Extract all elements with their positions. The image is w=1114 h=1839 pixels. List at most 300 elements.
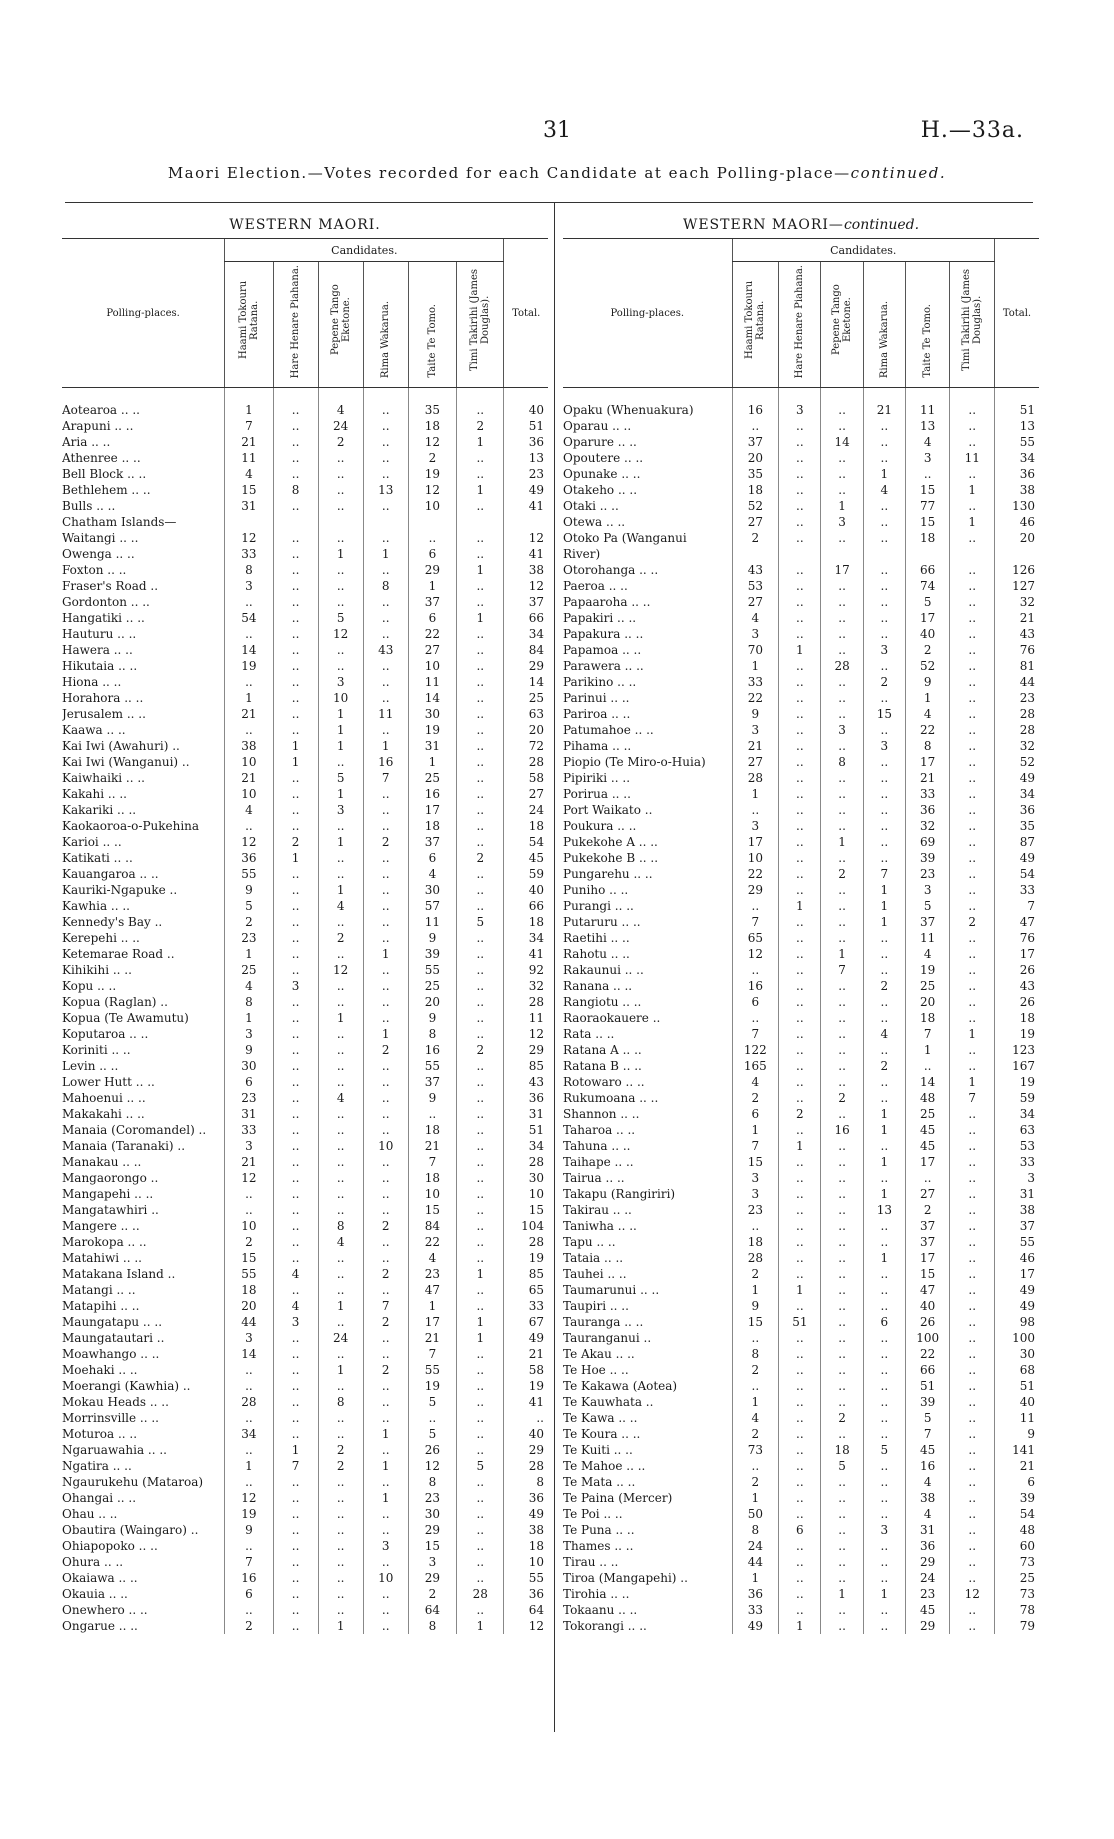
vote-count: ..: [732, 962, 779, 978]
vote-count: 18: [732, 1234, 779, 1250]
vote-count: 6: [732, 994, 779, 1010]
polling-place: Otorohanga .. ..: [563, 563, 659, 577]
vote-count: ..: [779, 578, 821, 594]
vote-count: ..: [457, 1298, 504, 1314]
vote-count: ..: [821, 770, 863, 786]
vote-count: ..: [950, 1170, 995, 1186]
vote-count: 2: [363, 1266, 408, 1282]
candidate-header: [225, 262, 273, 388]
vote-count: ..: [225, 1538, 273, 1554]
table-row: [563, 1458, 1039, 1474]
vote-count: ..: [273, 1074, 318, 1090]
total-votes: 21: [994, 1458, 1039, 1474]
vote-count: ..: [363, 1410, 408, 1426]
vote-count: ..: [950, 754, 995, 770]
vote-count: ..: [779, 418, 821, 434]
polling-place: Poukura .. ..: [563, 819, 637, 833]
vote-count: ..: [950, 866, 995, 882]
polling-place: Te Kuiti .. ..: [563, 1443, 633, 1457]
vote-count: ..: [363, 818, 408, 834]
vote-count: ..: [821, 1186, 863, 1202]
table-row: [62, 1074, 548, 1090]
vote-count: ..: [363, 866, 408, 882]
vote-count: ..: [273, 1586, 318, 1602]
vote-count: 55: [408, 962, 456, 978]
vote-count: ..: [273, 1250, 318, 1266]
vote-count: 4: [225, 978, 273, 994]
vote-count: ..: [821, 1026, 863, 1042]
vote-count: ..: [779, 1058, 821, 1074]
polling-place: Moerangi (Kawhia) ..: [62, 1379, 191, 1393]
vote-count: ..: [863, 450, 905, 466]
vote-count: ..: [732, 1218, 779, 1234]
vote-count: ..: [779, 1218, 821, 1234]
vote-count: 27: [408, 642, 456, 658]
vote-count: 10: [225, 786, 273, 802]
vote-count: 1: [318, 546, 363, 562]
total-votes: 46: [994, 1250, 1039, 1266]
vote-count: 84: [408, 1218, 456, 1234]
total-votes: 14: [504, 674, 548, 690]
vote-count: 9: [225, 1522, 273, 1538]
vote-count: ..: [408, 530, 456, 546]
vote-count: 3: [905, 882, 949, 898]
vote-count: 13: [363, 482, 408, 498]
vote-count: ..: [363, 1250, 408, 1266]
total-votes: 18: [504, 914, 548, 930]
vote-count: 17: [905, 1154, 949, 1170]
vote-count: [863, 546, 905, 562]
vote-count: 33: [905, 786, 949, 802]
vote-count: ..: [318, 1314, 363, 1330]
total-votes: 53: [994, 1138, 1039, 1154]
vote-count: 55: [225, 1266, 273, 1282]
vote-count: 1: [732, 658, 779, 674]
vote-count: ..: [363, 466, 408, 482]
vote-count: ..: [273, 498, 318, 514]
vote-count: 2: [779, 1106, 821, 1122]
vote-count: 1: [950, 514, 995, 530]
vote-count: 10: [363, 1570, 408, 1586]
vote-count: ..: [779, 1458, 821, 1474]
vote-count: ..: [457, 1490, 504, 1506]
vote-count: ..: [863, 578, 905, 594]
table-row: [563, 1426, 1039, 1442]
vote-count: 25: [905, 1106, 949, 1122]
vote-count: 2: [732, 1090, 779, 1106]
vote-count: ..: [363, 1154, 408, 1170]
candidates-header: Candidates.: [225, 239, 504, 262]
vote-count: 5: [318, 770, 363, 786]
polling-place: Ohangai .. ..: [62, 1491, 137, 1505]
vote-count: 10: [225, 1218, 273, 1234]
vote-count: ..: [363, 1442, 408, 1458]
vote-count: ..: [863, 1458, 905, 1474]
vote-count: ..: [863, 1298, 905, 1314]
polling-place: Te Puna .. ..: [563, 1523, 635, 1537]
vote-count: ..: [821, 706, 863, 722]
vote-count: 31: [225, 1106, 273, 1122]
polling-place: Tokorangi .. ..: [563, 1619, 647, 1633]
total-votes: 38: [994, 482, 1039, 498]
vote-count: 28: [732, 770, 779, 786]
vote-count: 7: [732, 914, 779, 930]
vote-count: ..: [779, 1570, 821, 1586]
vote-count: ..: [821, 1346, 863, 1362]
table-row: [563, 1570, 1039, 1586]
candidate-name: Timi Takirihi (James Douglas).: [961, 268, 984, 372]
table-row: [563, 1058, 1039, 1074]
vote-count: ..: [318, 1186, 363, 1202]
vote-count: [779, 546, 821, 562]
vote-count: ..: [225, 1362, 273, 1378]
vote-count: ..: [950, 882, 995, 898]
vote-count: 1: [863, 1106, 905, 1122]
vote-count: ..: [950, 1570, 995, 1586]
vote-count: ..: [457, 706, 504, 722]
vote-count: ..: [273, 530, 318, 546]
polling-place: Otewa .. ..: [563, 515, 626, 529]
vote-count: 5: [457, 1458, 504, 1474]
vote-count: 39: [408, 946, 456, 962]
vote-count: ..: [950, 1218, 995, 1234]
vote-count: ..: [821, 1106, 863, 1122]
vote-count: 4: [318, 1234, 363, 1250]
vote-count: ..: [821, 1362, 863, 1378]
vote-count: ..: [779, 1202, 821, 1218]
vote-count: 7: [905, 1426, 949, 1442]
table-row: [62, 1042, 548, 1058]
total-votes: 72: [504, 738, 548, 754]
polling-place: Tapu .. ..: [563, 1235, 616, 1249]
vote-count: ..: [457, 1090, 504, 1106]
table-row: [62, 1106, 548, 1122]
vote-count: 1: [273, 754, 318, 770]
vote-count: ..: [779, 962, 821, 978]
vote-count: 16: [408, 786, 456, 802]
vote-count: 7: [363, 1298, 408, 1314]
vote-count: 73: [732, 1442, 779, 1458]
table-row: [563, 882, 1039, 898]
table-row: [563, 1346, 1039, 1362]
candidate-name: Hare Henare Piahana.: [290, 264, 302, 378]
total-votes: 36: [504, 1490, 548, 1506]
vote-count: ..: [318, 1074, 363, 1090]
vote-count: 65: [732, 930, 779, 946]
page-number: 31: [543, 118, 571, 143]
vote-count: ..: [863, 930, 905, 946]
polling-place: Moawhango .. ..: [62, 1347, 160, 1361]
total-votes: 24: [504, 802, 548, 818]
total-votes: 126: [994, 562, 1039, 578]
vote-count: ..: [950, 1602, 995, 1618]
vote-count: 5: [821, 1458, 863, 1474]
vote-count: ..: [821, 1378, 863, 1394]
vote-count: 15: [225, 1250, 273, 1266]
vote-count: ..: [905, 1058, 949, 1074]
total-votes: 51: [994, 388, 1039, 419]
vote-count: ..: [950, 978, 995, 994]
vote-count: ..: [779, 1122, 821, 1138]
vote-count: ..: [318, 1058, 363, 1074]
vote-count: ..: [821, 1154, 863, 1170]
table-row: [62, 1154, 548, 1170]
vote-count: ..: [318, 1266, 363, 1282]
vote-count: ..: [363, 930, 408, 946]
vote-count: 8: [363, 578, 408, 594]
vote-count: 9: [732, 706, 779, 722]
polling-place: Parawera .. ..: [563, 659, 644, 673]
vote-count: 36: [225, 850, 273, 866]
total-votes: 28: [994, 706, 1039, 722]
candidate-name: Taite Te Tomo.: [426, 304, 438, 378]
vote-count: 19: [225, 658, 273, 674]
table-row: [563, 450, 1039, 466]
vote-count: [821, 546, 863, 562]
table-row: [563, 978, 1039, 994]
vote-count: 5: [457, 914, 504, 930]
vote-count: 18: [408, 1170, 456, 1186]
table-row: [563, 818, 1039, 834]
vote-count: 6: [225, 1586, 273, 1602]
vote-count: 1: [779, 1618, 821, 1634]
total-votes: 85: [504, 1266, 548, 1282]
table-row: [563, 1602, 1039, 1618]
vote-count: ..: [821, 1042, 863, 1058]
vote-count: 8: [408, 1618, 456, 1634]
polling-place: Katikati .. ..: [62, 851, 133, 865]
vote-count: ..: [779, 754, 821, 770]
vote-count: 39: [905, 1394, 949, 1410]
vote-count: ..: [950, 1058, 995, 1074]
vote-count: 11: [408, 674, 456, 690]
vote-count: ..: [363, 1058, 408, 1074]
polling-place: Patumahoe .. ..: [563, 723, 654, 737]
vote-count: 11: [363, 706, 408, 722]
vote-count: 57: [408, 898, 456, 914]
vote-count: 3: [821, 514, 863, 530]
vote-count: 18: [732, 482, 779, 498]
vote-count: 3: [225, 1330, 273, 1346]
table-row: [563, 946, 1039, 962]
vote-count: 1: [821, 498, 863, 514]
polling-place: Takirau .. ..: [563, 1203, 632, 1217]
vote-count: 26: [905, 1314, 949, 1330]
table-row: [62, 1218, 548, 1234]
vote-count: ..: [457, 594, 504, 610]
vote-count: 50: [732, 1506, 779, 1522]
vote-count: ..: [457, 1074, 504, 1090]
vote-count: 5: [318, 610, 363, 626]
polling-place: Taniwha .. ..: [563, 1219, 637, 1233]
polling-place: Papaaroha .. ..: [563, 595, 651, 609]
vote-count: ..: [950, 388, 995, 419]
vote-count: 11: [225, 450, 273, 466]
vote-count: 66: [905, 1362, 949, 1378]
vote-count: ..: [863, 722, 905, 738]
vote-count: ..: [779, 1554, 821, 1570]
vote-count: ..: [457, 498, 504, 514]
vote-count: ..: [318, 1586, 363, 1602]
total-header: Total.: [994, 239, 1039, 388]
vote-count: 15: [905, 1266, 949, 1282]
vote-count: ..: [225, 1410, 273, 1426]
vote-count: 1: [950, 1026, 995, 1042]
total-votes: 55: [994, 434, 1039, 450]
vote-count: ..: [779, 786, 821, 802]
vote-count: 2: [318, 1442, 363, 1458]
vote-count: ..: [779, 1154, 821, 1170]
vote-count: 18: [225, 1282, 273, 1298]
vote-count: ..: [950, 642, 995, 658]
vote-count: ..: [363, 962, 408, 978]
total-votes: 49: [994, 1282, 1039, 1298]
polling-place: Arapuni .. ..: [62, 419, 134, 433]
vote-count: ..: [821, 994, 863, 1010]
vote-count: 4: [905, 434, 949, 450]
total-votes: 38: [504, 562, 548, 578]
table-row: [62, 626, 548, 642]
vote-count: ..: [457, 1218, 504, 1234]
vote-count: ..: [863, 1090, 905, 1106]
table-row: [62, 388, 548, 419]
vote-count: ..: [318, 1410, 363, 1426]
vote-count: 9: [225, 882, 273, 898]
vote-count: 14: [408, 690, 456, 706]
vote-count: 3: [318, 674, 363, 690]
vote-count: ..: [318, 482, 363, 498]
vote-count: ..: [779, 1170, 821, 1186]
polling-place: Pukekohe B .. ..: [563, 851, 659, 865]
table-row: [62, 1554, 548, 1570]
candidate-header: [779, 262, 821, 388]
table-row: [62, 690, 548, 706]
vote-count: 1: [732, 1394, 779, 1410]
vote-count: 3: [863, 1522, 905, 1538]
table-row: [62, 930, 548, 946]
vote-count: ..: [950, 466, 995, 482]
polling-place: Kaiwhaiki .. ..: [62, 771, 145, 785]
table-row: [563, 562, 1039, 578]
total-votes: 13: [504, 450, 548, 466]
vote-count: ..: [950, 1138, 995, 1154]
vote-count: 1: [821, 946, 863, 962]
table-row: [62, 1026, 548, 1042]
vote-count: 2: [363, 1314, 408, 1330]
vote-count: 1: [457, 1618, 504, 1634]
polling-place: Horahora .. ..: [62, 691, 144, 705]
vote-count: ..: [363, 388, 408, 419]
vote-count: 2: [363, 1042, 408, 1058]
vote-count: 17: [408, 802, 456, 818]
vote-count: 10: [732, 850, 779, 866]
vote-count: 23: [225, 1090, 273, 1106]
vote-count: 34: [225, 1426, 273, 1442]
total-votes: 84: [504, 642, 548, 658]
total-votes: 49: [504, 1506, 548, 1522]
vote-count: ..: [863, 946, 905, 962]
vote-count: ..: [950, 1490, 995, 1506]
polling-place: Porirua .. ..: [563, 787, 631, 801]
total-votes: 29: [504, 658, 548, 674]
vote-count: 4: [732, 1074, 779, 1090]
vote-count: ..: [950, 1378, 995, 1394]
vote-count: 21: [408, 1138, 456, 1154]
vote-count: ..: [779, 834, 821, 850]
candidate-name: Haami Tokouru Ratana.: [744, 280, 767, 360]
vote-count: 1: [457, 434, 504, 450]
vote-count: ..: [821, 1218, 863, 1234]
vote-count: ..: [363, 882, 408, 898]
vote-count: ..: [457, 1394, 504, 1410]
vote-count: 17: [821, 562, 863, 578]
vote-count: ..: [273, 1154, 318, 1170]
vote-count: 38: [225, 738, 273, 754]
vote-count: 3: [732, 626, 779, 642]
table-row: [62, 1282, 548, 1298]
vote-count: 9: [225, 1042, 273, 1058]
total-votes: 51: [504, 418, 548, 434]
polling-place: Rakaunui .. ..: [563, 963, 644, 977]
vote-count: 16: [408, 1042, 456, 1058]
candidate-name: Hare Henare Piahana.: [794, 264, 806, 378]
table-row: [62, 1234, 548, 1250]
polling-place: Tirau .. ..: [563, 1555, 619, 1569]
vote-count: ..: [273, 786, 318, 802]
vote-count: 8: [273, 482, 318, 498]
vote-count: ..: [821, 1250, 863, 1266]
polling-place: Hawera .. ..: [62, 643, 133, 657]
vote-count: ..: [905, 1170, 949, 1186]
vote-count: ..: [821, 818, 863, 834]
vote-count: 8: [318, 1218, 363, 1234]
vote-count: 3: [225, 1026, 273, 1042]
total-votes: 55: [504, 1570, 548, 1586]
vote-count: ..: [950, 770, 995, 786]
vote-count: ..: [779, 498, 821, 514]
table-row: [62, 1618, 548, 1634]
vote-count: ..: [863, 1234, 905, 1250]
vote-count: ..: [457, 1138, 504, 1154]
vote-count: ..: [273, 1218, 318, 1234]
vote-count: 1: [318, 834, 363, 850]
vote-count: 39: [905, 850, 949, 866]
table-row: [62, 786, 548, 802]
vote-count: 1: [457, 610, 504, 626]
total-votes: 10: [504, 1554, 548, 1570]
vote-count: ..: [779, 1602, 821, 1618]
polling-place: Kauangaroa .. ..: [62, 867, 159, 881]
candidate-name: Pepene Tango Eketone.: [831, 284, 854, 356]
vote-count: ..: [318, 498, 363, 514]
vote-count: 25: [408, 770, 456, 786]
total-votes: 52: [994, 754, 1039, 770]
vote-count: 4: [905, 706, 949, 722]
vote-count: ..: [950, 1186, 995, 1202]
polling-place: Karioi .. ..: [62, 835, 122, 849]
total-votes: ..: [504, 1410, 548, 1426]
vote-count: 3: [408, 1554, 456, 1570]
vote-count: ..: [950, 1346, 995, 1362]
vote-count: ..: [863, 786, 905, 802]
polling-place: Okaiawa .. ..: [62, 1571, 138, 1585]
polling-place: Mangatawhiri ..: [62, 1203, 159, 1217]
vote-count: ..: [779, 706, 821, 722]
vote-count: ..: [779, 530, 821, 546]
vote-count: 2: [732, 1474, 779, 1490]
polling-place: Gordonton .. ..: [62, 595, 150, 609]
total-votes: 33: [994, 882, 1039, 898]
